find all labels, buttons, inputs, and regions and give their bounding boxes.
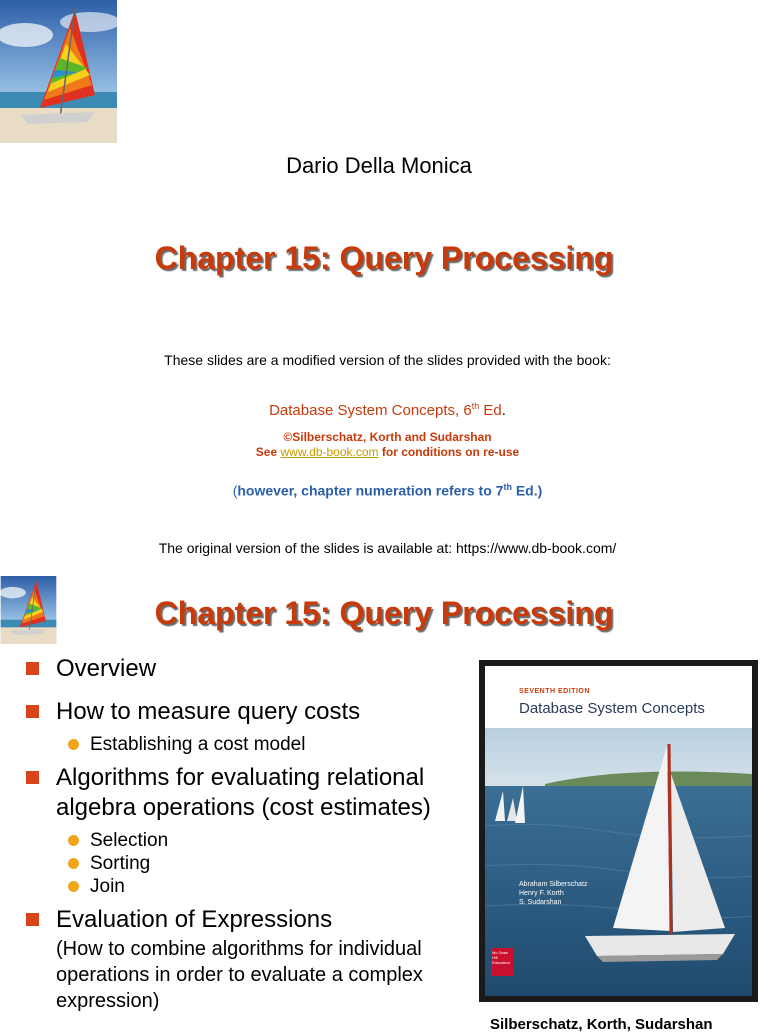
book-reference: [0, 401, 775, 419]
cover-author: S. Sudarshan: [519, 899, 562, 906]
cover-edition: SEVENTH EDITION: [519, 688, 590, 695]
book-cover: [479, 660, 758, 1002]
note-suffix: Ed.): [511, 482, 543, 499]
list-item: Evaluation of Expressions: [24, 905, 464, 935]
original-source: The original version of the slides is available at: https://www.db-book.com/: [158, 540, 617, 556]
list-item: Overview: [24, 654, 464, 684]
slide-title: Chapter 15: Query Processing: [154, 595, 614, 631]
page-title: Chapter 15: Query Processing: [154, 240, 614, 276]
publisher-logo: Mc Graw Hill Education: [492, 950, 510, 965]
db-book-link[interactable]: www.db-book.com: [280, 445, 379, 459]
book-edition-suffix: Ed: [479, 402, 502, 419]
author-name: Dario Della Monica: [286, 153, 472, 178]
book-caption: Silberschatz, Korth, Sudarshan: [490, 1016, 713, 1033]
cover-author: Henry F. Korth: [519, 890, 564, 897]
sub-list-item: Sorting: [24, 849, 464, 879]
note-text: however, chapter numeration refers to 7: [237, 482, 504, 499]
see-suffix: for conditions on re-use: [378, 445, 520, 459]
book-edition-sup: th: [471, 401, 480, 411]
list-item: How to measure query costs: [24, 697, 464, 727]
list-item: Algorithms for evaluating relational algebra operations (cost estimates): [24, 763, 464, 823]
copyright: ©Silberschatz, Korth and Sudarshan: [283, 430, 492, 444]
note-sup: th: [503, 482, 512, 492]
book-title: Database System Concepts, 6: [269, 402, 472, 419]
outline-list: [24, 654, 464, 1014]
chapter-note: [0, 482, 775, 499]
intro-text: These slides are a modified version of the slides provided with the book:: [164, 352, 611, 368]
cover-title: Database System Concepts: [519, 700, 705, 717]
cover-author: Abraham Silberschatz: [519, 881, 588, 888]
cover-authors: [519, 880, 587, 907]
note-open: (: [232, 482, 238, 499]
outline-slide: [0, 572, 768, 1033]
sub-list-item: Establishing a cost model: [24, 730, 464, 760]
see-line: [0, 445, 775, 459]
list-item-detail: (How to combine algorithms for individual operations in order to evaluate a complex expression): [56, 938, 423, 1012]
sub-list-item: Join: [24, 872, 464, 902]
rainbow-sailboat-icon: [0, 0, 117, 143]
sub-list-item: Selection: [24, 826, 464, 856]
book-period: .: [501, 402, 506, 419]
see-prefix: See: [255, 445, 281, 459]
